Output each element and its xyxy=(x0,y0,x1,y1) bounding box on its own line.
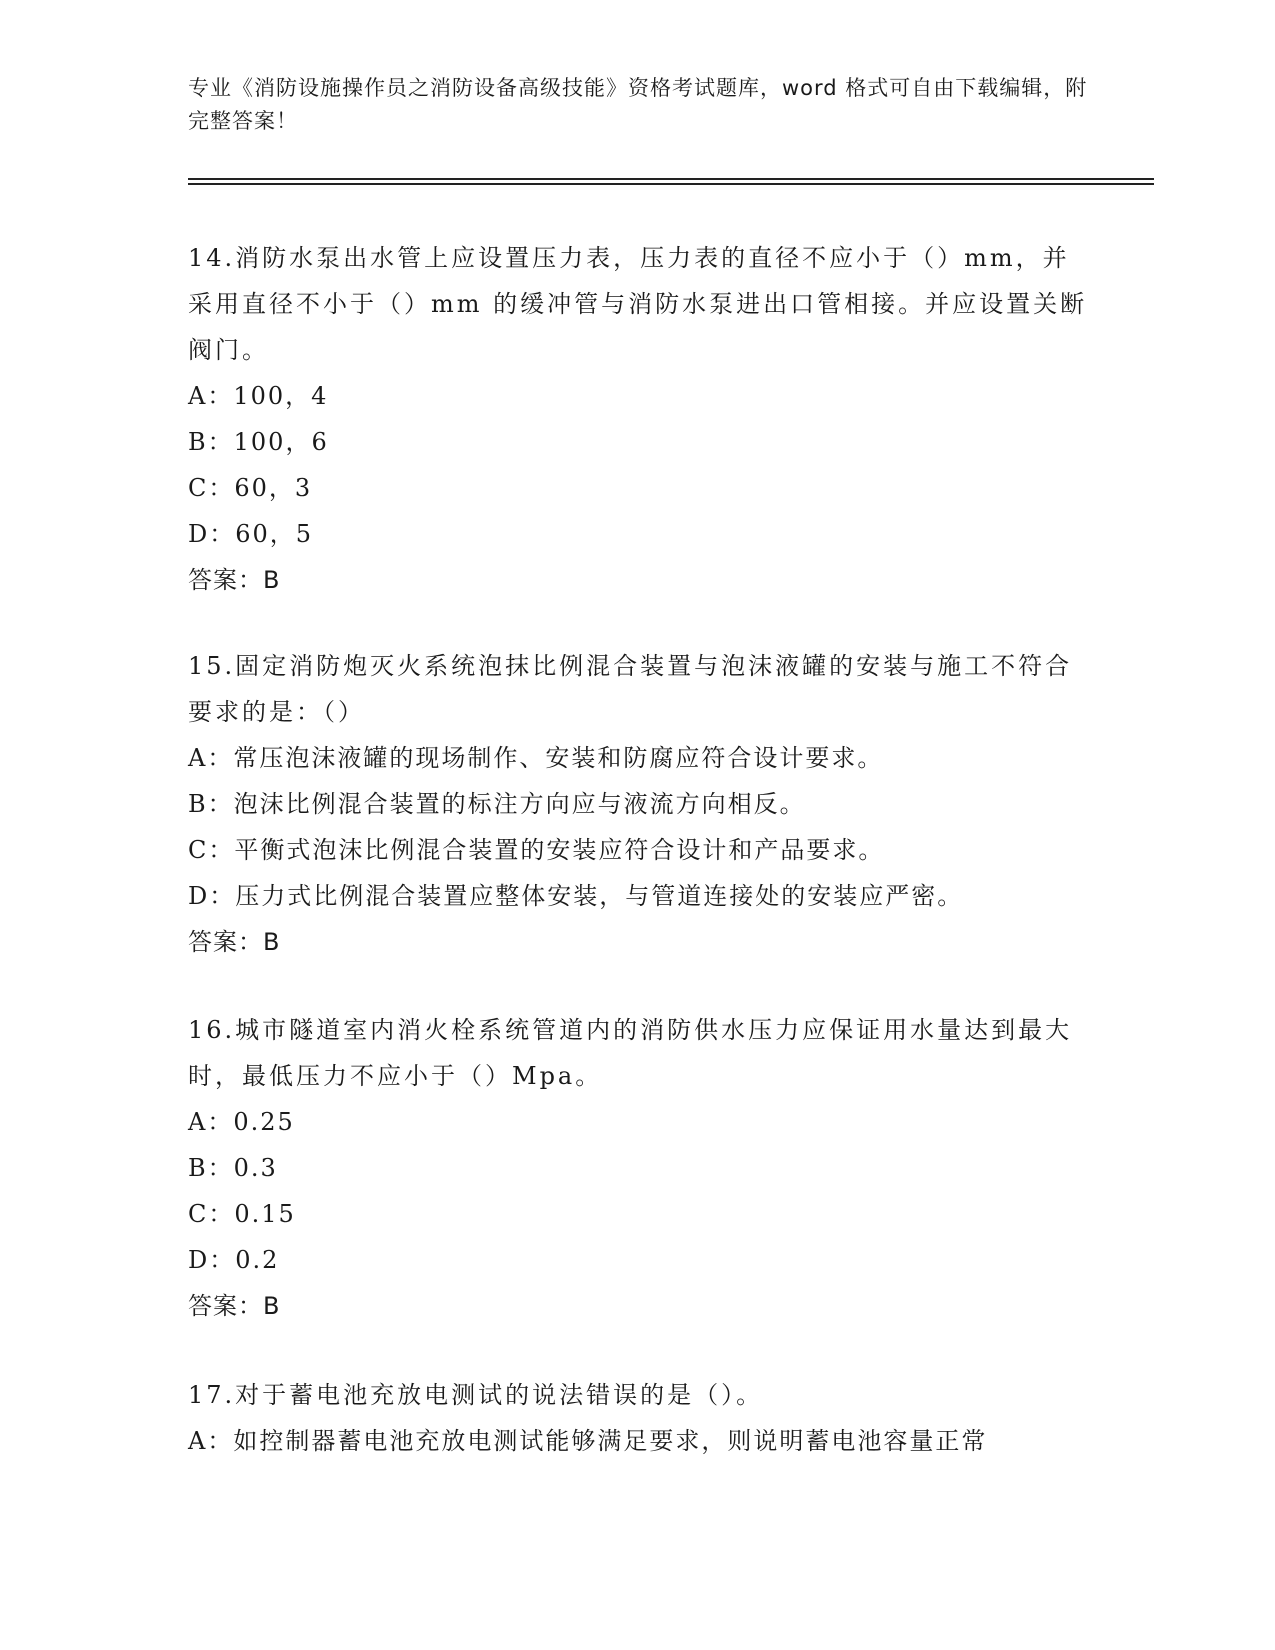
option-a: A：常压泡沫液罐的现场制作、安装和防腐应符合设计要求。 xyxy=(188,744,884,772)
option-a: A：0.25 xyxy=(188,1108,295,1136)
question-stem: 15.固定消防炮灭火系统泡抹比例混合装置与泡沫液罐的安装与施工不符合要求的是：（） xyxy=(188,652,1073,726)
question-16 xyxy=(188,1007,1088,1329)
question-stem: 14.消防水泵出水管上应设置压力表，压力表的直径不应小于（）mm，并采用直径不小于（）mm 的缓冲管与消防水泵进出口管相接。并应设置关断阀门。 xyxy=(188,244,1088,364)
option-c: C：0.15 xyxy=(188,1200,296,1228)
option-b: B：0.3 xyxy=(188,1154,278,1182)
answer: 答案：B xyxy=(188,928,281,956)
document-header: 专业《消防设施操作员之消防设备高级技能》资格考试题库，word 格式可自由下载编辑，附完整答案！ xyxy=(188,76,1088,133)
option-b: B：泡沫比例混合装置的标注方向应与液流方向相反。 xyxy=(188,790,806,818)
option-a: A：100，4 xyxy=(188,382,329,410)
header-divider-bottom xyxy=(188,183,1154,185)
option-d: D：压力式比例混合装置应整体安装，与管道连接处的安装应严密。 xyxy=(188,882,964,910)
option-b: B：100，6 xyxy=(188,428,329,456)
header-divider-top xyxy=(188,178,1154,180)
question-14 xyxy=(188,235,1088,603)
option-d: D：0.2 xyxy=(188,1246,280,1274)
option-a: A：如控制器蓄电池充放电测试能够满足要求，则说明蓄电池容量正常 xyxy=(188,1427,988,1455)
option-c: C：平衡式泡沫比例混合装置的安装应符合设计和产品要求。 xyxy=(188,836,885,864)
option-d: D：60，5 xyxy=(188,520,314,548)
option-c: C：60，3 xyxy=(188,474,313,502)
answer: 答案：B xyxy=(188,1292,281,1320)
question-stem: 16.城市隧道室内消火栓系统管道内的消防供水压力应保证用水量达到最大时，最低压力不应小于（）Mpa。 xyxy=(188,1016,1073,1090)
question-17 xyxy=(188,1372,1088,1464)
answer: 答案：B xyxy=(188,566,281,594)
question-15 xyxy=(188,643,1088,965)
question-stem: 17.对于蓄电池充放电测试的说法错误的是（）。 xyxy=(188,1381,764,1409)
